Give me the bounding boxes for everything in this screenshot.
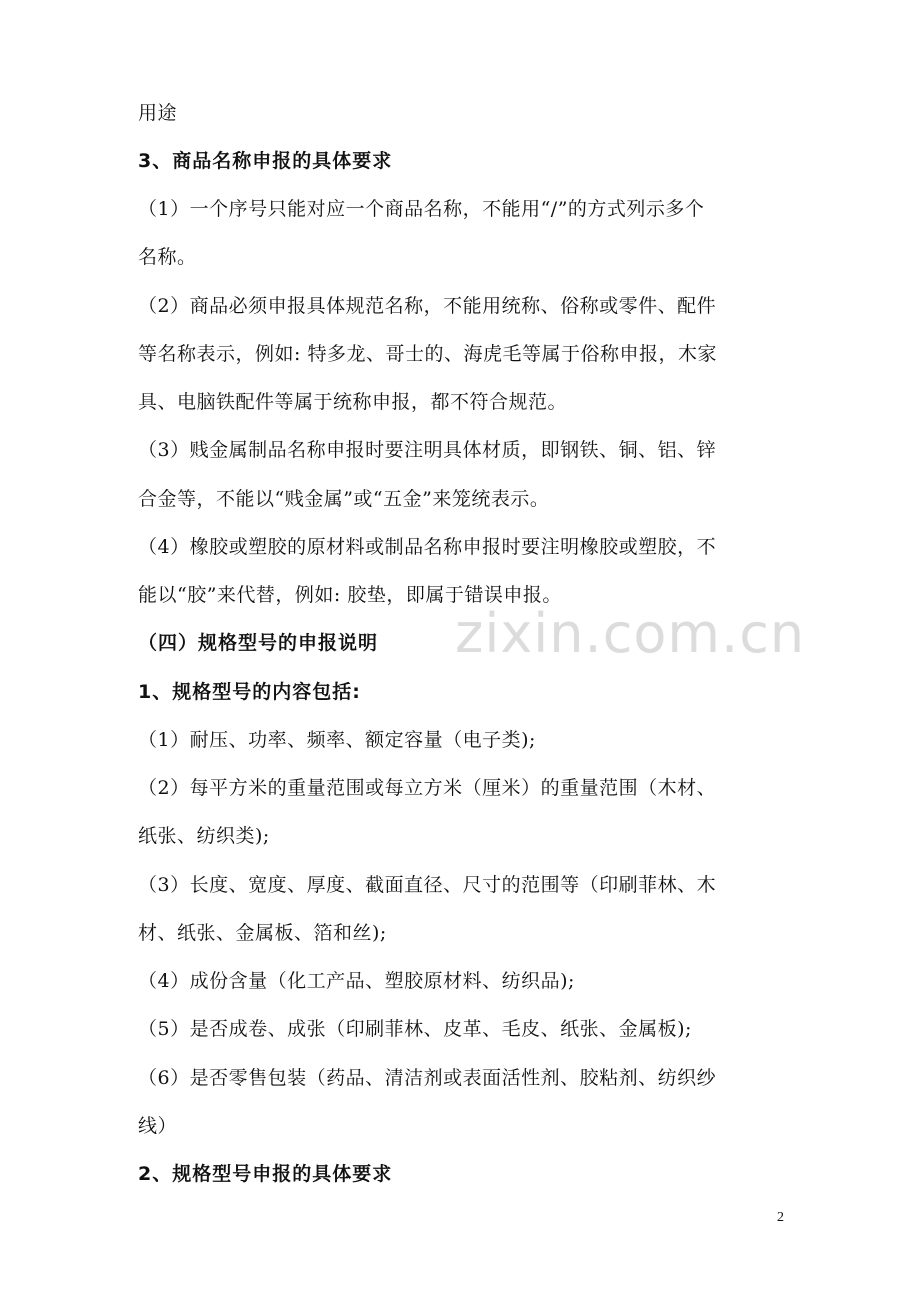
section-heading: （四）规格型号的申报说明 xyxy=(138,632,379,654)
text-line: 等名称表示，例如: 特多龙、哥士的、海虎毛等属于俗称申报，木家 xyxy=(138,343,717,365)
section-heading: 2、规格型号申报的具体要求 xyxy=(138,1163,393,1185)
text-line: （2）每平方米的重量范围或每立方米（厘米）的重量范围（木材、 xyxy=(138,777,717,799)
text-line: （3）长度、宽度、厚度、截面直径、尺寸的范围等（印刷菲林、木 xyxy=(138,874,717,896)
text-line: 合金等，不能以“贱金属”或“五金”来笼统表示。 xyxy=(138,488,550,510)
section-heading: 3、商品名称申报的具体要求 xyxy=(138,150,393,172)
text-line: （1）一个序号只能对应一个商品名称，不能用“/”的方式列示多个 xyxy=(138,198,705,220)
text-line: 用途 xyxy=(138,102,178,124)
text-line: 线） xyxy=(138,1115,178,1137)
text-line: （2）商品必须申报具体规范名称，不能用统称、俗称或零件、配件 xyxy=(138,295,717,317)
text-line: （6）是否零售包装（药品、清洁剂或表面活性剂、胶粘剂、纺织纱 xyxy=(138,1067,717,1089)
text-line: （4）橡胶或塑胶的原材料或制品名称申报时要注明橡胶或塑胶，不 xyxy=(138,536,717,558)
text-line: 名称。 xyxy=(138,246,197,268)
text-line: （5）是否成卷、成张（印刷菲林、皮革、毛皮、纸张、金属板); xyxy=(138,1018,692,1040)
text-line: （3）贱金属制品名称申报时要注明具体材质，即钢铁、铜、铝、锌 xyxy=(138,439,717,461)
text-line: 具、电脑铁配件等属于统称申报，都不符合规范。 xyxy=(138,391,568,413)
text-line: （4）成份含量（化工产品、塑胶原材料、纺织品); xyxy=(138,970,575,992)
text-line: 纸张、纺织类); xyxy=(138,825,270,847)
page-number: 2 xyxy=(777,1210,784,1225)
text-line: 材、纸张、金属板、箔和丝); xyxy=(138,922,387,944)
section-heading: 1、规格型号的内容包括: xyxy=(138,681,361,703)
text-line: 能以“胶”来代替，例如: 胶垫，即属于错误申报。 xyxy=(138,584,562,606)
watermark: zixin.com.cn xyxy=(455,602,806,665)
text-line: （1）耐压、功率、频率、额定容量（电子类); xyxy=(138,729,536,751)
